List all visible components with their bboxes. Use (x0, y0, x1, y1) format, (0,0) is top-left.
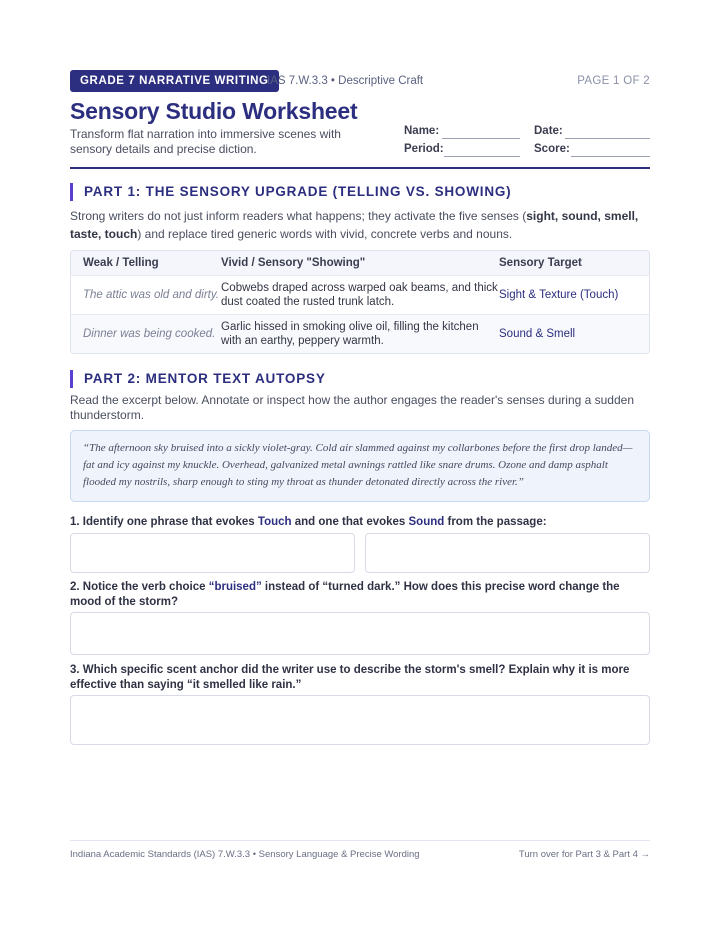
part2-heading: PART 2: MENTOR TEXT AUTOPSY (70, 370, 326, 388)
date-label: Date: (534, 125, 563, 137)
table-row (71, 314, 649, 353)
page-title: Sensory Studio Worksheet (70, 98, 358, 124)
footer-turn-over: Turn over for Part 3 & Part 4 → (518, 849, 650, 860)
part1-intro-suffix: ) and replace tired generic words with vivid, concrete verbs and nouns. (137, 227, 513, 241)
part1-intro-prefix: Strong writers do not just inform readers what happens; they activate the five senses ( (70, 209, 527, 223)
answer-box-sound[interactable] (365, 533, 650, 573)
question-2-prefix: 2. Notice the verb choice (70, 581, 209, 593)
score-blank[interactable] (571, 156, 650, 157)
mentor-text-excerpt: “The afternoon sky bruised into a sickly violet-gray. Cold air slammed against my collarbones before the first drop landed—fat and icy against my knuckle. Overhead, galvanized metal awnings rattled like snare drums. Ozone and damp asphalt flooded my nostrils, sharp enough to sting my throat as thunder detonated directly across the river.” (70, 430, 650, 502)
standard-label: IAS 7.W.3.3 • Descriptive Craft (267, 75, 424, 87)
period-field[interactable] (404, 143, 444, 155)
question-2-suffix: instead of “turned dark.” How does this precise word change the mood of the storm? (70, 581, 620, 608)
question-3: 3. Which specific scent anchor did the writer use to describe the storm's smell? Explain why it is more effective than saying “it smelled like rain.” (70, 664, 630, 691)
part1-intro (70, 207, 650, 243)
table-header-row (71, 251, 649, 275)
weak-cell: The attic was old and dirty. (83, 289, 219, 301)
column-header-weak: Weak / Telling (83, 257, 159, 269)
page-indicator: PAGE 1 OF 2 (577, 75, 650, 87)
footer-divider (70, 840, 650, 841)
sound-highlight: Sound (408, 516, 445, 528)
telling-showing-table (70, 250, 650, 354)
date-blank[interactable] (565, 138, 650, 139)
weak-cell: Dinner was being cooked. (83, 328, 216, 340)
table-row (71, 275, 649, 314)
part1-heading: PART 1: THE SENSORY UPGRADE (TELLING VS. SHOWING) (70, 183, 511, 201)
grade-badge: GRADE 7 NARRATIVE WRITING (70, 70, 279, 92)
name-label: Name: (404, 125, 440, 137)
header-meta (70, 70, 650, 92)
answer-box-touch[interactable] (70, 533, 355, 573)
score-field[interactable] (534, 143, 570, 155)
period-blank[interactable] (444, 156, 520, 157)
question-1-middle: and one that evokes (291, 516, 409, 528)
answer-box-question-3[interactable] (70, 695, 650, 745)
target-cell: Sound & Smell (499, 328, 576, 340)
date-field[interactable] (534, 125, 563, 137)
period-label: Period: (404, 143, 444, 155)
senses-list: sight, sound, smell, taste, touch (70, 209, 639, 241)
score-label: Score: (534, 143, 570, 155)
column-header-target: Sensory Target (499, 257, 582, 269)
target-cell: Sight & Texture (Touch) (499, 289, 619, 301)
name-field[interactable] (404, 125, 439, 137)
question-1-prefix: 1. Identify one phrase that evokes (70, 516, 258, 528)
question-2 (70, 580, 650, 610)
column-header-vivid: Vivid / Sensory "Showing" (221, 257, 366, 269)
question-1 (70, 515, 650, 530)
part2-intro: Read the excerpt below. Annotate or inspect how the author engages the reader's senses during a sudden thunderstorm. (70, 393, 635, 422)
header-divider (70, 167, 650, 169)
worksheet-page (70, 0, 650, 932)
footer-standards: Indiana Academic Standards (IAS) 7.W.3.3 • Sensory Language & Precise Wording (70, 849, 420, 860)
question-1-suffix: from the passage: (444, 516, 547, 528)
bruised-highlight: “bruised” (208, 581, 262, 593)
page-subtitle: Transform flat narration into immersive scenes with sensory details and precise diction. (70, 127, 341, 156)
touch-highlight: Touch (257, 516, 292, 528)
vivid-cell: Garlic hissed in smoking olive oil, filling the kitchen with an earthy, peppery warmth. (221, 321, 479, 347)
name-blank[interactable] (442, 138, 520, 139)
vivid-cell: Cobwebs draped across warped oak beams, and thick dust coated the rusted trunk latch. (221, 282, 498, 308)
answer-box-question-2[interactable] (70, 612, 650, 655)
